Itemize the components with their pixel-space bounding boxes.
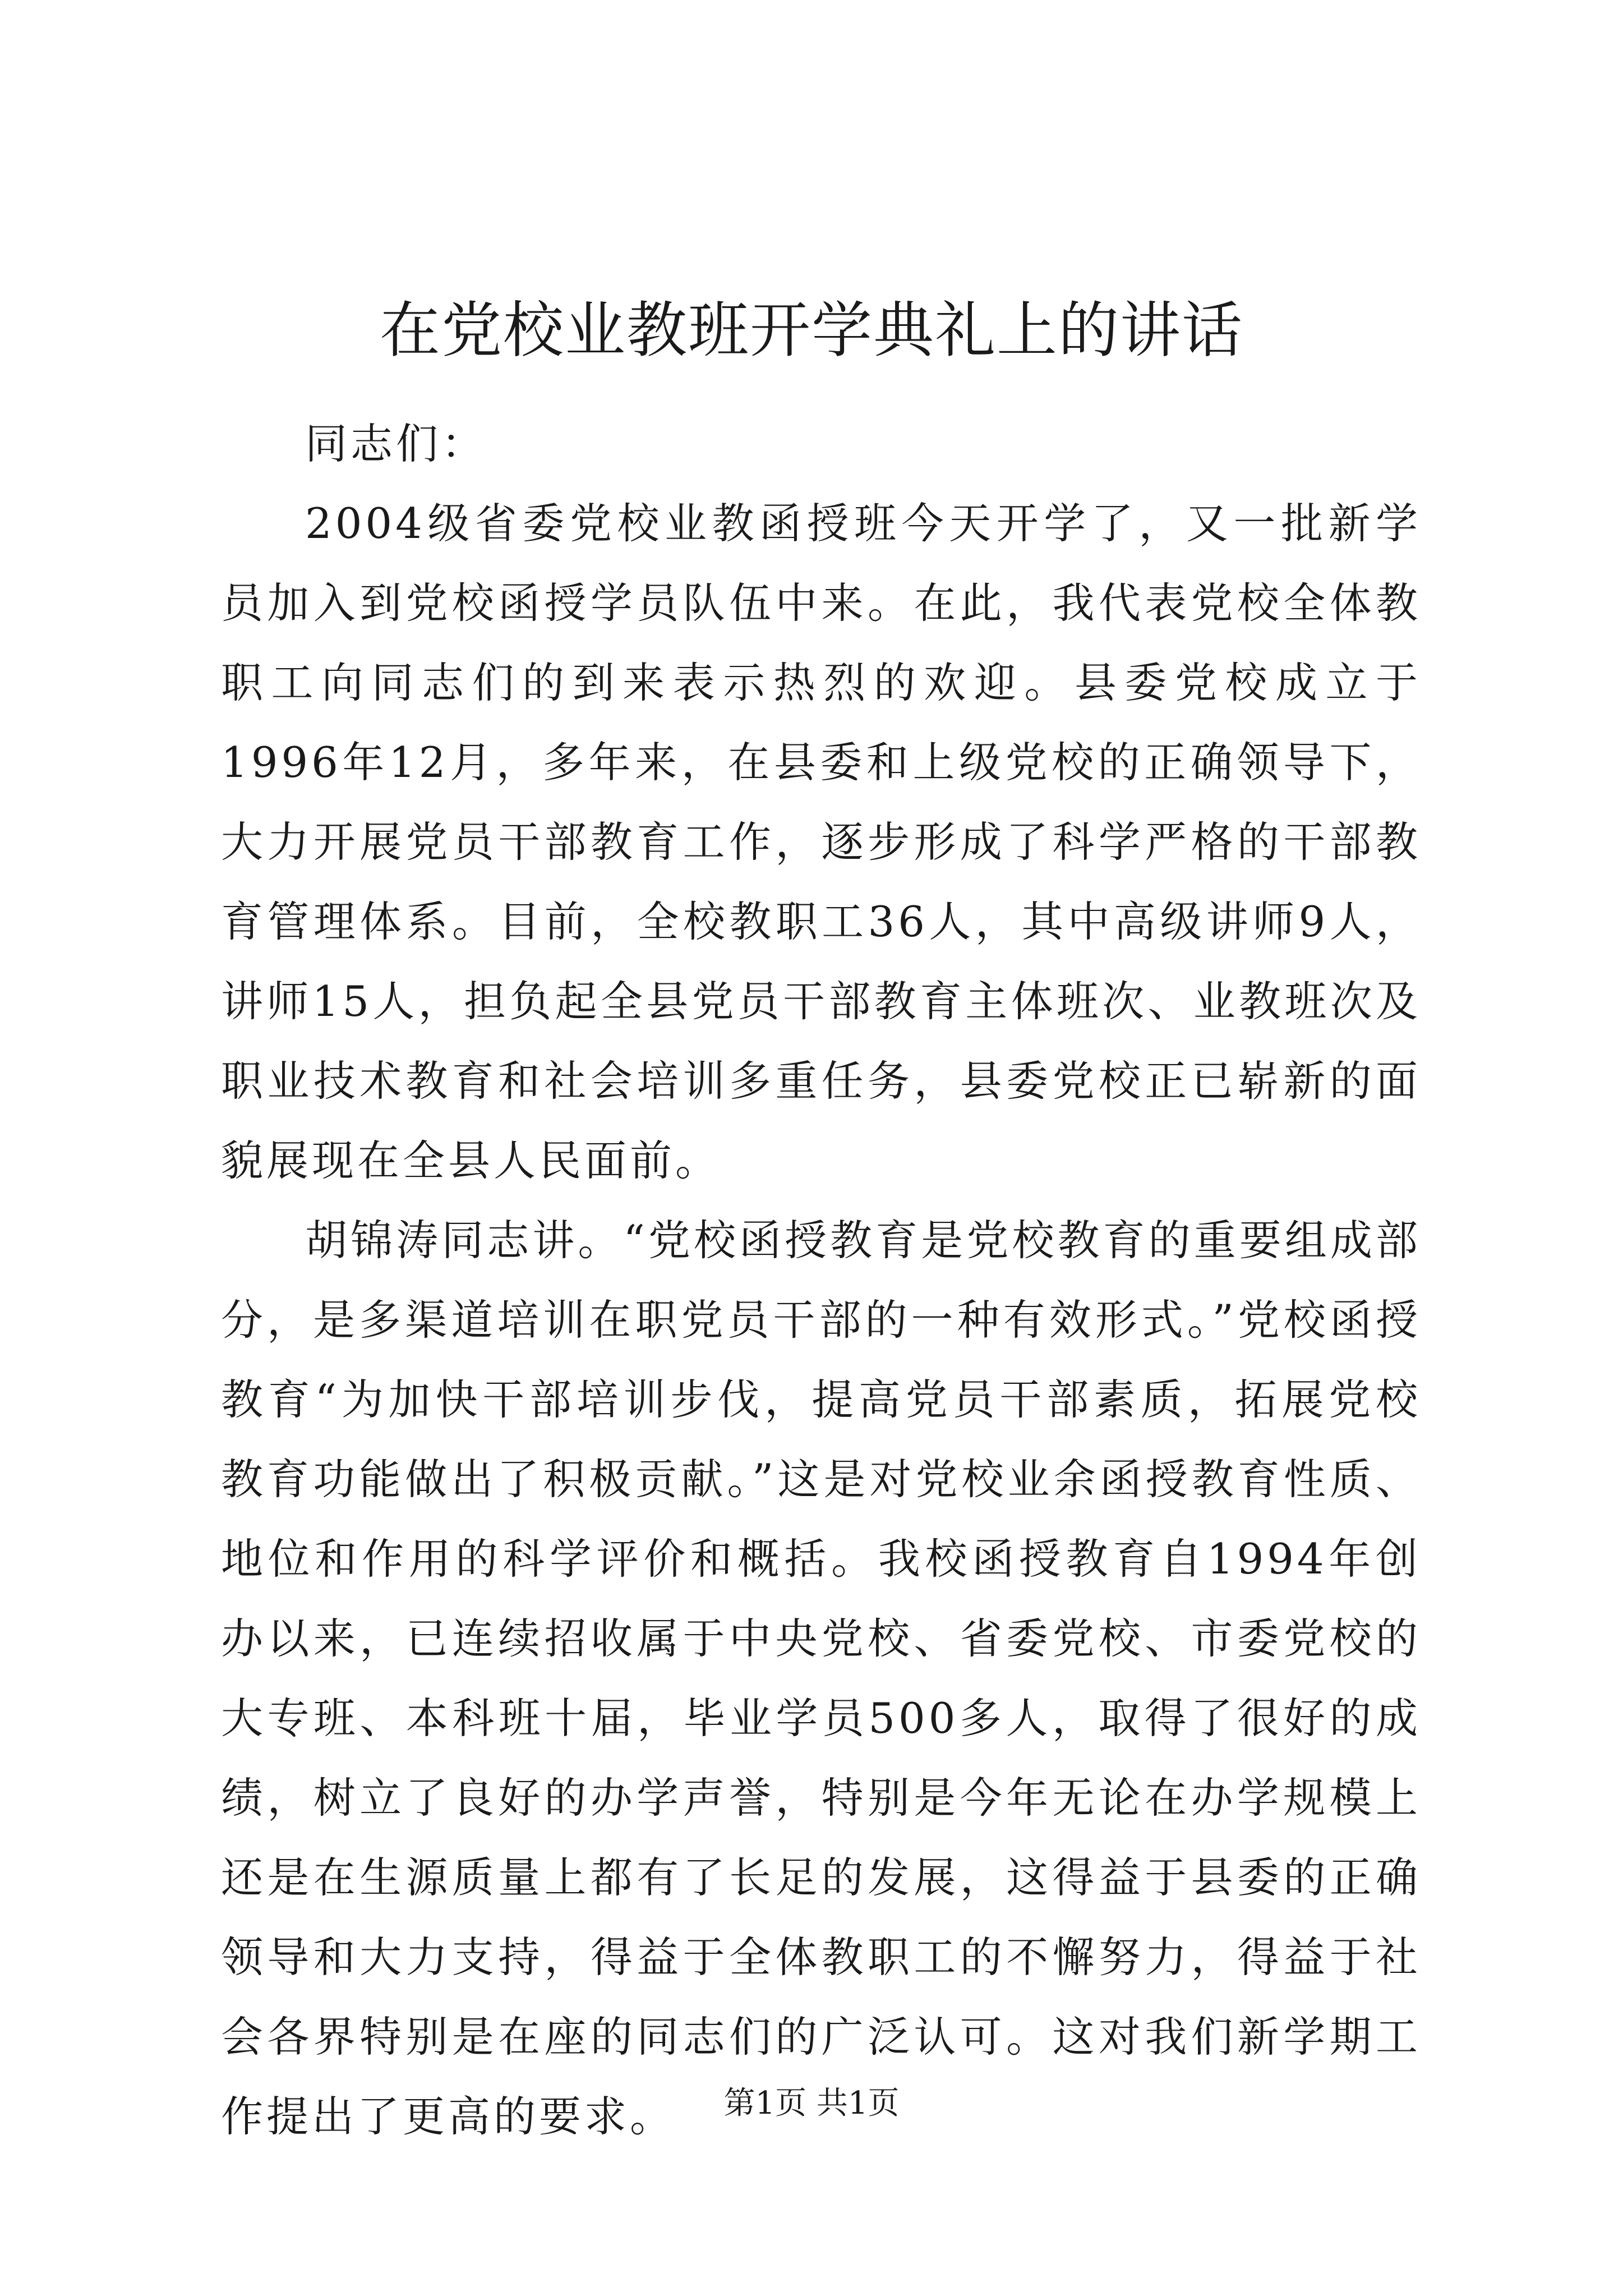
- paragraph-1: 2004级省委党校业教函授班今天开学了，又一批新学员加入到党校函授学员队伍中来。在此，我代表党校全体教职工向同志们的到来表示热烈的欢迎。县委党校成立于1996年12月，多年来，在县委和上级党校的正确领导下，大力开展党员干部教育工作，逐步形成了科学严格的干部教育管理体系。目前，全校教职工36人，其中高级讲师9人，讲师15人，担负起全县党员干部教育主体班次、业教班次及职业技术教育和社会培训多重任务，县委党校正已崭新的面貌展现在全县人民面前。: [221, 499, 1421, 1185]
- document-body: [221, 404, 1421, 2156]
- page-number-footer: 第1页 共1页: [723, 2085, 900, 2122]
- salutation: 同志们：: [305, 419, 487, 468]
- paragraph-2: 胡锦涛同志讲。“党校函授教育是党校教育的重要组成部分，是多渠道培训在职党员干部的一种有效形式。”党校函授教育“为加快干部培训步伐，提高党员干部素质，拓展党校教育功能做出了积极贡献。”这是对党校业余函授教育性质、地位和作用的科学评价和概括。我校函授教育自1994年创办以来，已连续招收属于中央党校、省委党校、市委党校的大专班、本科班十届，毕业学员500多人，取得了很好的成绩，树立了良好的办学声誉，特别是今年无论在办学规模上还是在生源质量上都有了长足的发展，这得益于县委的正确领导和大力支持，得益于全体教职工的不懈努力，得益于社会各界特别是在座的同志们的广泛认可。这对我们新学期工作提出了更高的要求。: [221, 1216, 1421, 2141]
- document-title: 在党校业教班开学典礼上的讲话: [379, 296, 1243, 366]
